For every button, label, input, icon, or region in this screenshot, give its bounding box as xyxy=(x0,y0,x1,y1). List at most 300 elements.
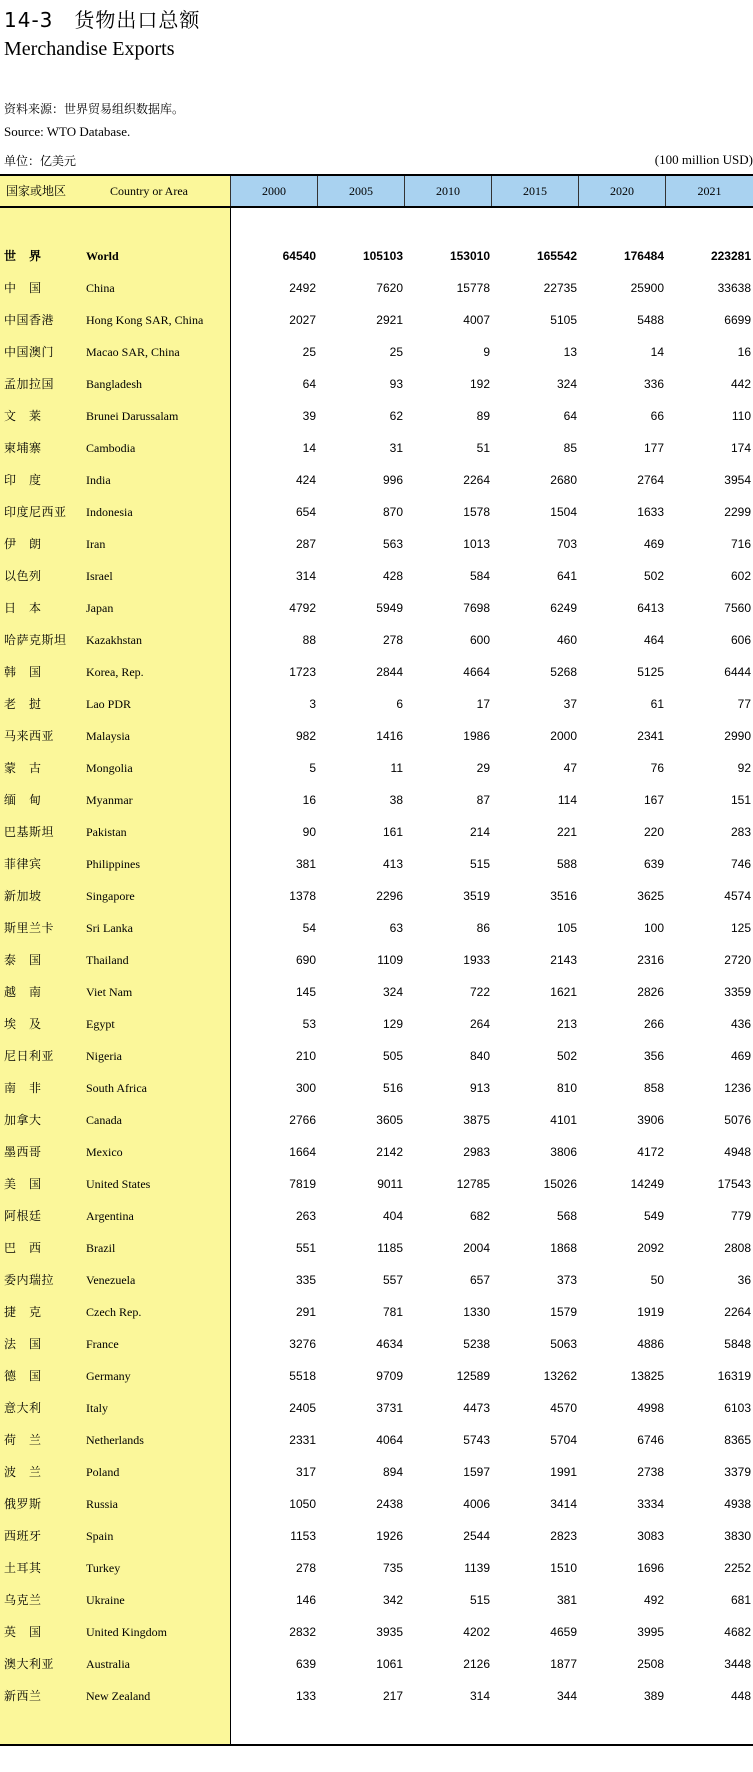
export-value-cell: 335 xyxy=(295,1273,316,1287)
country-name-en: China xyxy=(86,281,115,295)
export-value-cell: 389 xyxy=(643,1689,664,1703)
table-row xyxy=(0,656,753,688)
table-header xyxy=(0,174,753,208)
country-name-cn: 印 度 xyxy=(4,473,42,487)
export-value-cell: 464 xyxy=(643,633,664,647)
export-value-cell: 6444 xyxy=(724,665,751,679)
export-value-cell: 858 xyxy=(643,1081,664,1095)
country-name-en: Czech Rep. xyxy=(86,1305,142,1319)
country-name-en: Ukraine xyxy=(86,1593,125,1607)
export-value-cell: 9709 xyxy=(376,1369,403,1383)
export-value-cell: 4998 xyxy=(637,1401,664,1415)
export-value-cell: 66 xyxy=(650,409,664,423)
country-name-cn: 菲律宾 xyxy=(4,857,42,871)
country-name-en: Brunei Darussalam xyxy=(86,409,179,423)
export-value-cell: 413 xyxy=(382,857,403,871)
export-value-cell: 682 xyxy=(469,1209,490,1223)
export-value-cell: 37 xyxy=(563,697,577,711)
export-value-cell: 133 xyxy=(295,1689,316,1703)
export-value-cell: 996 xyxy=(382,473,403,487)
export-value-cell: 3605 xyxy=(376,1113,403,1127)
export-value-cell: 85 xyxy=(563,441,577,455)
table-row xyxy=(0,528,753,560)
export-value-cell: 2341 xyxy=(637,729,664,743)
export-value-cell: 870 xyxy=(382,505,403,519)
export-value-cell: 6 xyxy=(396,697,403,711)
header-country-en: Country or Area xyxy=(110,184,188,198)
export-value-cell: 588 xyxy=(556,857,577,871)
export-value-cell: 3448 xyxy=(724,1657,751,1671)
export-value-cell: 551 xyxy=(295,1241,316,1255)
export-value-cell: 3083 xyxy=(637,1529,664,1543)
export-value-cell: 93 xyxy=(389,377,403,391)
country-name-cn: 加拿大 xyxy=(4,1113,42,1127)
country-name-cn: 马来西亚 xyxy=(4,729,55,743)
country-name-en: Turkey xyxy=(86,1561,121,1575)
export-value-cell: 105 xyxy=(556,921,577,935)
export-value-cell: 6103 xyxy=(724,1401,751,1415)
export-value-cell: 2766 xyxy=(289,1113,316,1127)
export-value-cell: 61 xyxy=(650,697,664,711)
export-value-cell: 4202 xyxy=(463,1625,490,1639)
export-value-cell: 5076 xyxy=(724,1113,751,1127)
export-value-cell: 151 xyxy=(730,793,751,807)
export-value-cell: 62 xyxy=(389,409,403,423)
export-value-cell: 6699 xyxy=(724,313,751,327)
export-value-cell: 31 xyxy=(389,441,403,455)
country-name-en: Cambodia xyxy=(86,441,136,455)
export-value-cell: 17 xyxy=(476,697,490,711)
table-row xyxy=(0,368,753,400)
export-value-cell: 167 xyxy=(643,793,664,807)
export-value-cell: 223281 xyxy=(710,249,751,263)
export-value-cell: 278 xyxy=(295,1561,316,1575)
export-value-cell: 735 xyxy=(382,1561,403,1575)
export-value-cell: 4006 xyxy=(463,1497,490,1511)
export-value-cell: 5238 xyxy=(463,1337,490,1351)
country-name-en: Myanmar xyxy=(86,793,133,807)
export-value-cell: 300 xyxy=(295,1081,316,1095)
export-value-cell: 129 xyxy=(382,1017,403,1031)
table-row xyxy=(0,1072,753,1104)
export-value-cell: 5488 xyxy=(637,313,664,327)
country-name-en: Philippines xyxy=(86,857,141,871)
country-name-cn: 新加坡 xyxy=(4,889,42,903)
export-value-cell: 6249 xyxy=(550,601,577,615)
country-name-cn: 捷 克 xyxy=(4,1305,42,1319)
export-value-cell: 4007 xyxy=(463,313,490,327)
export-value-cell: 810 xyxy=(556,1081,577,1095)
header-year: 2005 xyxy=(318,176,405,206)
export-value-cell: 2544 xyxy=(463,1529,490,1543)
table-row xyxy=(0,1456,753,1488)
export-value-cell: 64540 xyxy=(282,249,316,263)
export-value-cell: 14 xyxy=(302,441,316,455)
country-name-en: United Kingdom xyxy=(86,1625,167,1639)
source-note-en: Source: WTO Database. xyxy=(4,124,131,139)
table-row xyxy=(0,1392,753,1424)
country-name-cn: 韩 国 xyxy=(4,665,42,679)
export-value-cell: 11 xyxy=(390,761,403,775)
export-value-cell: 344 xyxy=(556,1689,577,1703)
export-value-cell: 424 xyxy=(295,473,316,487)
export-value-cell: 263 xyxy=(295,1209,316,1223)
export-value-cell: 1868 xyxy=(550,1241,577,1255)
export-value-cell: 436 xyxy=(730,1017,751,1031)
table-row xyxy=(0,880,753,912)
export-value-cell: 2405 xyxy=(289,1401,316,1415)
country-name-en: Brazil xyxy=(86,1241,116,1255)
table-row xyxy=(0,784,753,816)
table-row xyxy=(0,336,753,368)
country-name-cn: 巴 西 xyxy=(4,1241,42,1255)
export-value-cell: 1378 xyxy=(289,889,316,903)
export-value-cell: 3 xyxy=(309,697,316,711)
export-value-cell: 5704 xyxy=(550,1433,577,1447)
export-value-cell: 9 xyxy=(483,345,490,359)
export-value-cell: 2826 xyxy=(637,985,664,999)
export-value-cell: 746 xyxy=(730,857,751,871)
export-value-cell: 1991 xyxy=(550,1465,577,1479)
export-value-cell: 4172 xyxy=(637,1145,664,1159)
export-value-cell: 13 xyxy=(563,345,577,359)
export-value-cell: 283 xyxy=(730,825,751,839)
export-value-cell: 25 xyxy=(389,345,403,359)
export-value-cell: 781 xyxy=(382,1305,403,1319)
country-name-cn: 日 本 xyxy=(4,601,42,615)
export-value-cell: 7560 xyxy=(724,601,751,615)
table-row xyxy=(0,432,753,464)
export-value-cell: 88 xyxy=(302,633,316,647)
export-value-cell: 448 xyxy=(730,1689,751,1703)
unit-note-cn: 单位：亿美元 xyxy=(4,154,77,168)
export-value-cell: 177 xyxy=(643,441,664,455)
export-value-cell: 982 xyxy=(295,729,316,743)
country-name-cn: 澳大利亚 xyxy=(4,1657,55,1671)
export-value-cell: 29 xyxy=(476,761,490,775)
export-value-cell: 220 xyxy=(643,825,664,839)
export-value-cell: 3334 xyxy=(637,1497,664,1511)
export-value-cell: 2264 xyxy=(724,1305,751,1319)
export-value-cell: 192 xyxy=(469,377,490,391)
export-value-cell: 1597 xyxy=(463,1465,490,1479)
export-value-cell: 1664 xyxy=(289,1145,316,1159)
export-value-cell: 1933 xyxy=(463,953,490,967)
country-name-en: Hong Kong SAR, China xyxy=(86,313,204,327)
table-row xyxy=(0,400,753,432)
export-value-cell: 690 xyxy=(295,953,316,967)
export-value-cell: 90 xyxy=(302,825,316,839)
export-value-cell: 110 xyxy=(731,409,751,423)
export-value-cell: 12785 xyxy=(456,1177,490,1191)
table-row xyxy=(0,1008,753,1040)
export-value-cell: 125 xyxy=(730,921,751,935)
table-row xyxy=(0,1104,753,1136)
export-value-cell: 4064 xyxy=(376,1433,403,1447)
country-name-cn: 墨西哥 xyxy=(4,1145,42,1159)
export-value-cell: 3731 xyxy=(376,1401,403,1415)
country-name-cn: 荷 兰 xyxy=(4,1433,42,1447)
export-value-cell: 17543 xyxy=(717,1177,751,1191)
table-row xyxy=(0,848,753,880)
export-value-cell: 114 xyxy=(557,793,577,807)
table-row xyxy=(0,1296,753,1328)
export-value-cell: 324 xyxy=(382,985,403,999)
country-name-en: Nigeria xyxy=(86,1049,122,1063)
export-value-cell: 5063 xyxy=(550,1337,577,1351)
export-value-cell: 317 xyxy=(295,1465,316,1479)
export-value-cell: 515 xyxy=(469,857,490,871)
table-row xyxy=(0,1136,753,1168)
header-year: 2000 xyxy=(231,176,318,206)
export-value-cell: 16 xyxy=(302,793,316,807)
country-name-en: Israel xyxy=(86,569,113,583)
export-value-cell: 639 xyxy=(643,857,664,871)
country-name-cn: 中 国 xyxy=(4,281,42,295)
country-name-cn: 意大利 xyxy=(4,1401,42,1415)
table-row xyxy=(0,1168,753,1200)
export-value-cell: 381 xyxy=(295,857,316,871)
export-value-cell: 1986 xyxy=(463,729,490,743)
table-row xyxy=(0,1232,753,1264)
table-row xyxy=(0,1648,753,1680)
export-value-cell: 1579 xyxy=(550,1305,577,1319)
export-value-cell: 1330 xyxy=(463,1305,490,1319)
export-value-cell: 4101 xyxy=(550,1113,577,1127)
export-value-cell: 3359 xyxy=(724,985,751,999)
export-value-cell: 373 xyxy=(556,1273,577,1287)
export-value-cell: 64 xyxy=(563,409,577,423)
export-value-cell: 15026 xyxy=(543,1177,577,1191)
export-value-cell: 324 xyxy=(556,377,577,391)
country-name-en: Italy xyxy=(86,1401,108,1415)
export-value-cell: 2508 xyxy=(637,1657,664,1671)
export-value-cell: 557 xyxy=(382,1273,403,1287)
export-value-cell: 89 xyxy=(476,409,490,423)
export-value-cell: 15778 xyxy=(456,281,490,295)
export-value-cell: 2921 xyxy=(376,313,403,327)
export-value-cell: 516 xyxy=(382,1081,403,1095)
export-value-cell: 3625 xyxy=(637,889,664,903)
export-value-cell: 600 xyxy=(469,633,490,647)
export-value-cell: 913 xyxy=(469,1081,490,1095)
export-value-cell: 33638 xyxy=(717,281,751,295)
export-value-cell: 894 xyxy=(382,1465,403,1479)
header-year: 2020 xyxy=(579,176,666,206)
export-value-cell: 568 xyxy=(556,1209,577,1223)
export-value-cell: 176484 xyxy=(623,249,664,263)
table-row xyxy=(0,592,753,624)
table-row xyxy=(0,1584,753,1616)
export-value-cell: 145 xyxy=(295,985,316,999)
export-value-cell: 9011 xyxy=(377,1177,403,1191)
country-name-en: South Africa xyxy=(86,1081,147,1095)
country-name-cn: 俄罗斯 xyxy=(4,1497,42,1511)
export-value-cell: 469 xyxy=(730,1049,751,1063)
export-value-cell: 6413 xyxy=(637,601,664,615)
export-value-cell: 2143 xyxy=(550,953,577,967)
export-value-cell: 14 xyxy=(650,345,664,359)
country-name-en: Australia xyxy=(86,1657,130,1671)
export-value-cell: 165542 xyxy=(536,249,577,263)
country-name-en: Poland xyxy=(86,1465,120,1479)
export-value-cell: 16 xyxy=(737,345,751,359)
export-value-cell: 1153 xyxy=(290,1529,316,1543)
header-country-cn: 国家或地区 xyxy=(6,184,67,198)
export-value-cell: 86 xyxy=(476,921,490,935)
country-name-cn: 波 兰 xyxy=(4,1465,42,1479)
export-value-cell: 639 xyxy=(295,1657,316,1671)
export-value-cell: 2331 xyxy=(289,1433,316,1447)
country-name-cn: 中国澳门 xyxy=(4,345,55,359)
country-name-cn: 柬埔寨 xyxy=(4,441,42,455)
export-value-cell: 161 xyxy=(382,825,403,839)
export-value-cell: 54 xyxy=(302,921,316,935)
export-value-cell: 2720 xyxy=(724,953,751,967)
export-value-cell: 4574 xyxy=(724,889,751,903)
export-value-cell: 2316 xyxy=(637,953,664,967)
export-value-cell: 840 xyxy=(469,1049,490,1063)
page-title: 14-3 货物出口总额 xyxy=(4,8,201,32)
export-value-cell: 5743 xyxy=(463,1433,490,1447)
export-value-cell: 2264 xyxy=(463,473,490,487)
export-value-cell: 2808 xyxy=(724,1241,751,1255)
country-name-cn: 印度尼西亚 xyxy=(4,505,67,519)
export-value-cell: 2983 xyxy=(463,1145,490,1159)
export-value-cell: 264 xyxy=(469,1017,490,1031)
country-name-en: Korea, Rep. xyxy=(86,665,144,679)
export-value-cell: 6746 xyxy=(637,1433,664,1447)
table-row xyxy=(0,1616,753,1648)
export-value-cell: 2738 xyxy=(637,1465,664,1479)
country-name-cn: 中国香港 xyxy=(4,313,55,327)
export-value-cell: 442 xyxy=(730,377,751,391)
country-name-en: New Zealand xyxy=(86,1689,151,1703)
export-value-cell: 716 xyxy=(730,537,751,551)
table-row xyxy=(0,496,753,528)
country-name-cn: 南 非 xyxy=(4,1081,42,1095)
export-value-cell: 1696 xyxy=(637,1561,664,1575)
export-value-cell: 602 xyxy=(730,569,751,583)
export-value-cell: 2252 xyxy=(724,1561,751,1575)
country-name-en: Lao PDR xyxy=(86,697,131,711)
export-value-cell: 3276 xyxy=(289,1337,316,1351)
export-value-cell: 2299 xyxy=(724,505,751,519)
table-row xyxy=(0,624,753,656)
export-value-cell: 563 xyxy=(382,537,403,551)
export-value-cell: 12589 xyxy=(456,1369,490,1383)
header-year: 2015 xyxy=(492,176,579,206)
country-name-en: Indonesia xyxy=(86,505,133,519)
country-name-cn: 阿根廷 xyxy=(4,1209,42,1223)
export-value-cell: 2492 xyxy=(289,281,316,295)
export-value-cell: 505 xyxy=(382,1049,403,1063)
country-name-en: Iran xyxy=(86,537,106,551)
export-value-cell: 4473 xyxy=(463,1401,490,1415)
country-name-en: Thailand xyxy=(86,953,129,967)
country-name-en: Spain xyxy=(86,1529,114,1543)
country-name-cn: 乌克兰 xyxy=(4,1593,42,1607)
export-value-cell: 174 xyxy=(730,441,751,455)
country-name-cn: 西班牙 xyxy=(4,1529,42,1543)
export-value-cell: 404 xyxy=(382,1209,403,1223)
page-subtitle: Merchandise Exports xyxy=(4,38,175,60)
export-value-cell: 502 xyxy=(643,569,664,583)
export-value-cell: 4659 xyxy=(550,1625,577,1639)
export-value-cell: 722 xyxy=(469,985,490,999)
export-value-cell: 278 xyxy=(382,633,403,647)
export-value-cell: 13825 xyxy=(630,1369,664,1383)
export-value-cell: 7698 xyxy=(463,601,490,615)
country-name-cn: 文 莱 xyxy=(4,409,42,423)
export-value-cell: 77 xyxy=(737,697,751,711)
export-value-cell: 2990 xyxy=(724,729,751,743)
table-row xyxy=(0,1680,753,1712)
unit-note-en: (100 million USD) xyxy=(654,152,753,167)
export-value-cell: 92 xyxy=(737,761,751,775)
country-name-cn: 越 南 xyxy=(4,985,42,999)
export-value-cell: 5518 xyxy=(289,1369,316,1383)
export-value-cell: 654 xyxy=(295,505,316,519)
country-name-cn: 世 界 xyxy=(4,249,42,263)
export-value-cell: 314 xyxy=(295,569,316,583)
export-value-cell: 5848 xyxy=(724,1337,751,1351)
export-value-cell: 4792 xyxy=(289,601,316,615)
table-row xyxy=(0,720,753,752)
table-row xyxy=(0,1360,753,1392)
table-row xyxy=(0,1040,753,1072)
source-note-cn: 资料来源：世界贸易组织数据库。 xyxy=(4,102,185,116)
country-name-cn: 英 国 xyxy=(4,1625,42,1639)
export-value-cell: 146 xyxy=(295,1593,316,1607)
export-value-cell: 2142 xyxy=(376,1145,403,1159)
export-value-cell: 4938 xyxy=(724,1497,751,1511)
country-name-cn: 委内瑞拉 xyxy=(4,1273,55,1287)
export-value-cell: 1926 xyxy=(376,1529,403,1543)
export-value-cell: 3906 xyxy=(637,1113,664,1127)
export-value-cell: 515 xyxy=(469,1593,490,1607)
export-value-cell: 5268 xyxy=(550,665,577,679)
export-value-cell: 217 xyxy=(382,1689,403,1703)
export-value-cell: 381 xyxy=(556,1593,577,1607)
export-value-cell: 3875 xyxy=(463,1113,490,1127)
export-value-cell: 7819 xyxy=(289,1177,316,1191)
export-value-cell: 210 xyxy=(295,1049,316,1063)
country-name-cn: 哈萨克斯坦 xyxy=(4,633,67,647)
table-row xyxy=(0,976,753,1008)
export-value-cell: 3935 xyxy=(376,1625,403,1639)
export-value-cell: 779 xyxy=(730,1209,751,1223)
country-name-en: Pakistan xyxy=(86,825,127,839)
country-name-cn: 埃 及 xyxy=(4,1017,42,1031)
export-value-cell: 50 xyxy=(650,1273,664,1287)
export-value-cell: 1013 xyxy=(463,537,490,551)
export-value-cell: 1510 xyxy=(550,1561,577,1575)
export-value-cell: 8365 xyxy=(724,1433,751,1447)
country-name-en: Kazakhstan xyxy=(86,633,142,647)
table-body xyxy=(0,208,753,1746)
export-value-cell: 2092 xyxy=(637,1241,664,1255)
export-value-cell: 1061 xyxy=(376,1657,403,1671)
export-value-cell: 291 xyxy=(295,1305,316,1319)
country-name-cn: 巴基斯坦 xyxy=(4,825,55,839)
export-value-cell: 100 xyxy=(643,921,664,935)
table-row xyxy=(0,1200,753,1232)
export-value-cell: 1877 xyxy=(550,1657,577,1671)
export-value-cell: 657 xyxy=(469,1273,490,1287)
export-value-cell: 703 xyxy=(556,537,577,551)
header-year: 2021 xyxy=(697,184,722,198)
